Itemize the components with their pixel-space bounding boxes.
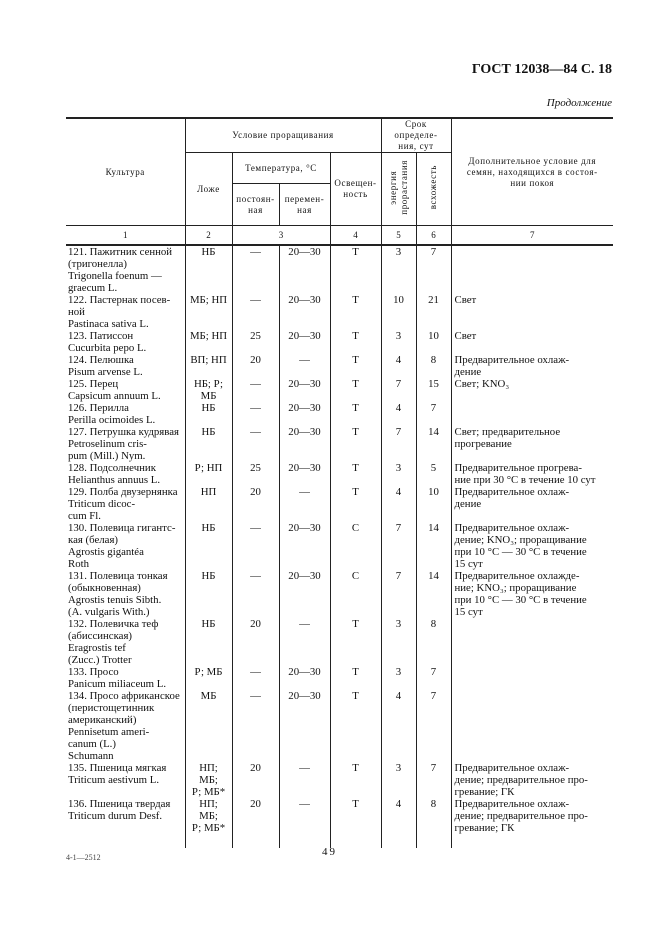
light-cell: Т [330,690,381,762]
temp-constant-cell: — [232,426,279,462]
extra-condition-cell: Предварительное прогрева- ние при 30 °С в течение 10 сут [451,462,613,486]
print-code: 4-1—2512 [66,853,101,862]
header-culture: Культура [66,118,185,226]
extra-condition-cell: Свет [451,330,613,354]
column-number: 5 [381,226,416,246]
temp-constant-cell: 20 [232,798,279,848]
temp-variable-cell: 20—30 [279,462,330,486]
column-number: 4 [330,226,381,246]
culture-cell: 124. Пелюшка Pisum arvense L. [66,354,185,378]
bed-cell: Р; НП [185,462,232,486]
culture-cell: 133. Просо Panicum miliaceum L. [66,666,185,690]
bed-cell: Р; МБ [185,666,232,690]
temp-constant-cell: — [232,522,279,570]
culture-cell: 125. Перец Capsicum annuum L. [66,378,185,402]
light-cell: Т [330,378,381,402]
temp-variable-cell: 20—30 [279,294,330,330]
temp-variable-cell: 20—30 [279,402,330,426]
germination-cell: 14 [416,522,451,570]
light-cell: Т [330,462,381,486]
bed-cell: НП; МБ; Р; МБ* [185,798,232,848]
page-number: 49 [322,846,337,858]
light-cell: Т [330,245,381,294]
table-row [66,618,613,666]
temp-variable-cell: 20—30 [279,426,330,462]
culture-cell: 130. Полевица гигантс- кая (белая) Agrostis gigantéa Roth [66,522,185,570]
extra-condition-cell: Предварительное охлажде- ние; KNO₃; проращивание при 10 °С — 30 °С в течение 15 сут [451,570,613,618]
temp-variable-cell: 20—30 [279,378,330,402]
temp-constant-cell: 20 [232,486,279,522]
germination-cell: 8 [416,618,451,666]
temp-constant-cell: 25 [232,330,279,354]
extra-condition-cell [451,618,613,666]
header-temp-constant: постоян- ная [232,184,279,226]
bed-cell: НБ [185,426,232,462]
energy-cell: 3 [381,666,416,690]
culture-cell: 127. Петрушка кудрявая Petroselinum cris- pum (Mill.) Nym. [66,426,185,462]
table-row [66,798,613,848]
column-number: 2 [185,226,232,246]
temp-constant-cell: 20 [232,762,279,798]
energy-cell: 4 [381,486,416,522]
temp-constant-cell: — [232,690,279,762]
table-row [66,522,613,570]
extra-condition-cell [451,402,613,426]
culture-cell: 126. Перилла Perilla ocimoides L. [66,402,185,426]
header-bed: Ложе [185,153,232,226]
germination-cell: 10 [416,330,451,354]
temp-variable-cell: 20—30 [279,690,330,762]
light-cell: Т [330,486,381,522]
energy-cell: 4 [381,354,416,378]
temp-variable-cell: — [279,762,330,798]
energy-cell: 4 [381,690,416,762]
extra-condition-cell: Предварительное охлаж- дение [451,354,613,378]
header-germination: всхожесть [428,165,438,210]
table-row [66,570,613,618]
header-term: Срок определе- ния, сут [381,118,451,153]
table-row [66,245,613,294]
culture-cell: 129. Полба двузернянка Triticum dicoc- cum Fl. [66,486,185,522]
table-row [66,486,613,522]
header-temperature: Температура, °С [232,153,330,184]
light-cell: Т [330,618,381,666]
bed-cell: ВП; НП [185,354,232,378]
light-cell: Т [330,666,381,690]
column-number: 1 [66,226,185,246]
table-row [66,462,613,486]
temp-variable-cell: 20—30 [279,666,330,690]
germination-cell: 14 [416,426,451,462]
bed-cell: НБ [185,522,232,570]
header-extra-condition: Дополнительное условие для семян, находящихся в состоя- нии покоя [451,118,613,226]
extra-condition-cell: Свет [451,294,613,330]
bed-cell: НБ [185,618,232,666]
culture-cell: 135. Пшеница мягкая Triticum aestivum L. [66,762,185,798]
energy-cell: 7 [381,378,416,402]
temp-variable-cell: 20—30 [279,570,330,618]
extra-condition-cell [451,666,613,690]
germination-cell: 7 [416,666,451,690]
germination-cell: 21 [416,294,451,330]
temp-variable-cell: — [279,618,330,666]
germination-cell: 8 [416,798,451,848]
column-number: 3 [232,226,330,246]
culture-cell: 121. Пажитник сенной (тригонелла) Trigonella foenum — graecum L. [66,245,185,294]
energy-cell: 3 [381,618,416,666]
culture-cell: 136. Пшеница твердая Triticum durum Desf. [66,798,185,848]
germination-cell: 7 [416,245,451,294]
light-cell: С [330,570,381,618]
temp-variable-cell: 20—30 [279,522,330,570]
energy-cell: 3 [381,330,416,354]
bed-cell: МБ [185,690,232,762]
table-row [66,426,613,462]
germination-cell: 14 [416,570,451,618]
table-row [66,690,613,762]
light-cell: Т [330,330,381,354]
germination-cell: 7 [416,402,451,426]
bed-cell: МБ; НП [185,330,232,354]
energy-cell: 3 [381,762,416,798]
header-temp-variable: перемен- ная [279,184,330,226]
germination-cell: 7 [416,762,451,798]
temp-variable-cell: — [279,486,330,522]
extra-condition-cell: Предварительное охлаж- дение [451,486,613,522]
temp-constant-cell: — [232,570,279,618]
bed-cell: НП; МБ; Р; МБ* [185,762,232,798]
extra-condition-cell [451,245,613,294]
temp-constant-cell: 20 [232,354,279,378]
energy-cell: 7 [381,570,416,618]
germination-cell: 10 [416,486,451,522]
energy-cell: 10 [381,294,416,330]
bed-cell: НБ [185,570,232,618]
temp-constant-cell: — [232,294,279,330]
bed-cell: НБ; Р; МБ [185,378,232,402]
table-row [66,666,613,690]
temp-variable-cell: 20—30 [279,245,330,294]
bed-cell: НБ [185,245,232,294]
temp-variable-cell: — [279,798,330,848]
light-cell: Т [330,798,381,848]
light-cell: Т [330,354,381,378]
continuation-label: Продолжение [546,97,612,109]
culture-cell: 128. Подсолнечник Helianthus annuus L. [66,462,185,486]
table-row [66,294,613,330]
light-cell: С [330,522,381,570]
energy-cell: 7 [381,426,416,462]
germination-cell: 8 [416,354,451,378]
header-energy: энергия прорастания [387,160,409,215]
column-number: 7 [451,226,613,246]
temp-variable-cell: 20—30 [279,330,330,354]
light-cell: Т [330,426,381,462]
energy-cell: 4 [381,798,416,848]
table-row [66,402,613,426]
energy-cell: 7 [381,522,416,570]
germination-cell: 5 [416,462,451,486]
culture-cell: 131. Полевица тонкая (обыкновенная) Agrostis tenuis Sibth. (A. vulgaris With.) [66,570,185,618]
light-cell: Т [330,762,381,798]
extra-condition-cell: Свет; KNO₃ [451,378,613,402]
table-row [66,378,613,402]
temp-variable-cell: — [279,354,330,378]
culture-cell: 123. Патиссон Cucurbita pepo L. [66,330,185,354]
bed-cell: НБ [185,402,232,426]
light-cell: Т [330,294,381,330]
extra-condition-cell: Предварительное охлаж- дение; KNO₃; проращивание при 10 °С — 30 °С в течение 15 сут [451,522,613,570]
header-conditions: Условие проращивания [185,118,381,153]
table-row [66,354,613,378]
germination-cell: 15 [416,378,451,402]
extra-condition-cell [451,690,613,762]
temp-constant-cell: — [232,378,279,402]
header-light: Освещен- ность [330,153,381,226]
temp-constant-cell: 20 [232,618,279,666]
extra-condition-cell: Свет; предварительное прогревание [451,426,613,462]
column-number: 6 [416,226,451,246]
extra-condition-cell: Предварительное охлаж- дение; предварительное про- гревание; ГК [451,798,613,848]
culture-cell: 122. Пастернак посев- ной Pastinaca sativa L. [66,294,185,330]
extra-condition-cell: Предварительное охлаж- дение; предварительное про- гревание; ГК [451,762,613,798]
table-row [66,762,613,798]
bed-cell: НП [185,486,232,522]
culture-cell: 132. Полевичка теф (абиссинская) Eragrostis tef (Zucc.) Trotter [66,618,185,666]
standard-header: ГОСТ 12038—84 С. 18 [471,62,612,77]
energy-cell: 4 [381,402,416,426]
bed-cell: МБ; НП [185,294,232,330]
temp-constant-cell: — [232,666,279,690]
germination-table [66,117,613,848]
temp-constant-cell: — [232,402,279,426]
germination-cell: 7 [416,690,451,762]
culture-cell: 134. Просо африканское (перистощетинник американский) Pennisetum ameri- canum (L.) Schumann [66,690,185,762]
table-row [66,330,613,354]
light-cell: Т [330,402,381,426]
temp-constant-cell: 25 [232,462,279,486]
energy-cell: 3 [381,245,416,294]
temp-constant-cell: — [232,245,279,294]
energy-cell: 3 [381,462,416,486]
